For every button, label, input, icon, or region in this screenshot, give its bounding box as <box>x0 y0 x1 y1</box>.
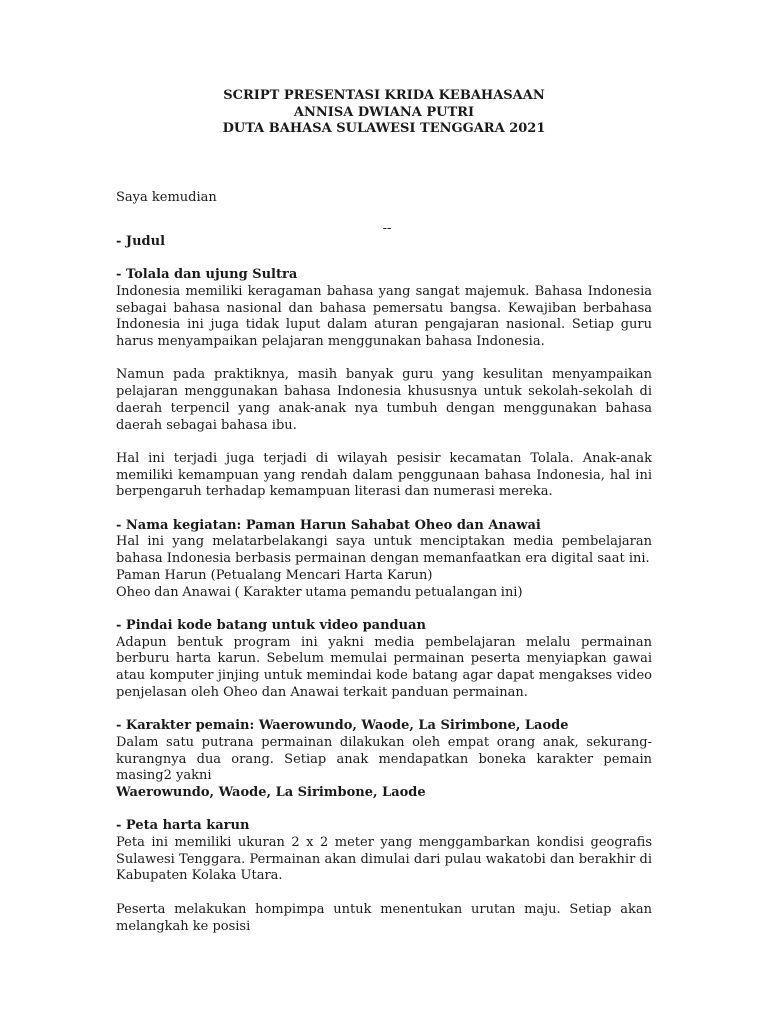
line-oheo-anawai: Oheo dan Anawai ( Karakter utama pemandu petualangan ini) <box>116 584 523 600</box>
heading-nama-kegiatan: - Nama kegiatan: Paman Harun Sahabat Oheo dan Anawai <box>116 517 541 533</box>
paragraph-peta-1: Peta ini memiliki ukuran 2 x 2 meter yang menggambarkan kondisi geografis Sulawesi Tenggara. Permainan akan dimulai dari pulau wakatobi dan berakhir di Kabupaten Kolaka Utara. <box>116 835 652 884</box>
line-karakter-names: Waerowundo, Waode, La Sirimbone, Laode <box>116 784 426 800</box>
line-paman-harun: Paman Harun (Petualang Mencari Harta Karun) <box>116 567 433 583</box>
separator: -- <box>382 220 392 236</box>
heading-peta: - Peta harta karun <box>116 818 250 834</box>
title-line-2: ANNISA DWIANA PUTRI <box>293 104 475 120</box>
paragraph-peta-2: Peserta melakukan hompimpa untuk menentukan urutan maju. Setiap akan melangkah ke posisi <box>116 901 652 934</box>
intro-text: Saya kemudian <box>116 190 217 206</box>
paragraph-tolala-2: Namun pada praktiknya, masih banyak guru yang kesulitan menyampaikan pelajaran menggunakan bahasa Indonesia khususnya untuk sekolah-sekolah di daerah terpencil yang anak-anak nya tumbuh dengan menggunakan bahasa daerah sebagai bahasa ibu. <box>116 367 652 433</box>
paragraph-tolala-3: Hal ini terjadi juga terjadi di wilayah pesisir kecamatan Tolala. Anak-anak memiliki kemampuan yang rendah dalam penggunaan bahasa Indonesia, hal ini berpengaruh terhadap kemampuan literasi dan numerasi mereka. <box>116 450 652 500</box>
paragraph-kegiatan-1: Hal ini yang melatarbelakangi saya untuk menciptakan media pembelajaran bahasa Indonesia berbasis permainan dengan memanfaatkan era digital saat ini. <box>116 534 652 567</box>
heading-tolala: - Tolala dan ujung Sultra <box>116 267 298 283</box>
document-page <box>116 88 652 935</box>
heading-karakter: - Karakter pemain: Waerowundo, Waode, La Sirimbone, Laode <box>116 718 569 734</box>
heading-judul: - Judul <box>116 233 166 249</box>
paragraph-pindai-1: Adapun bentuk program ini yakni media pembelajaran melalu permainan berburu harta karun. Sebelum memulai permainan peserta menyiapkan gawai atau komputer jinjing untuk memindai kode batang agar dapat mengakses video penjelasan oleh Oheo dan Anawai terkait panduan permainan. <box>116 634 652 700</box>
paragraph-tolala-1: Indonesia memiliki keragaman bahasa yang sangat majemuk. Bahasa Indonesia sebagai bahasa nasional dan bahasa pemersatu bangsa. Kewajiban berbahasa Indonesia ini juga tidak luput dalam aturan pengajaran nasional. Setiap guru harus menyampaikan pelajaran menggunakan bahasa Indonesia. <box>116 283 652 350</box>
title-line-3: DUTA BAHASA SULAWESI TENGGARA 2021 <box>222 121 546 137</box>
paragraph-karakter-1: Dalam satu putrana permainan dilakukan oleh empat orang anak, sekurang-kurangnya dua orang. Setiap anak mendapatkan boneka karakter pemain masing2 yakni <box>116 734 652 784</box>
heading-pindai: - Pindai kode batang untuk video panduan <box>116 617 426 633</box>
document-title <box>116 88 652 138</box>
title-line-1: SCRIPT PRESENTASI KRIDA KEBAHASAAN <box>223 88 545 103</box>
